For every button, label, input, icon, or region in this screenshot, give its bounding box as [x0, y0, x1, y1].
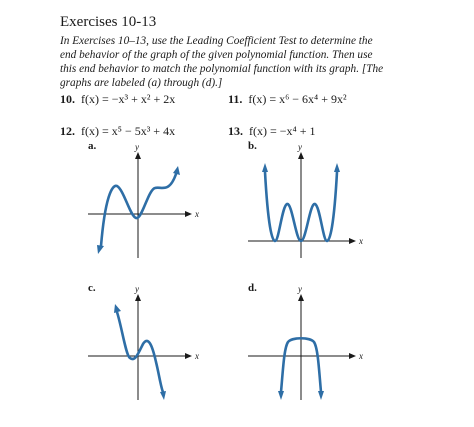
- exercise-12: [60, 124, 175, 139]
- exercise-10: [60, 92, 175, 107]
- curve: [117, 312, 163, 392]
- exercise-number: 13.: [228, 124, 243, 138]
- curve-arrow-up: [173, 166, 180, 175]
- y-axis-label: y: [135, 284, 139, 294]
- x-axis-label: x: [359, 351, 363, 361]
- x-axis-arrow: [349, 353, 356, 359]
- graph-b: [244, 142, 370, 264]
- y-axis-label: y: [135, 142, 139, 152]
- curve-arrow-left: [262, 163, 268, 172]
- exercise-number: 10.: [60, 92, 75, 106]
- exercise-number: 11.: [228, 92, 243, 106]
- y-axis-arrow: [135, 152, 141, 159]
- graph-c: [84, 284, 208, 406]
- exercise-function: f(x) = x⁶ − 6x⁴ + 9x²: [248, 92, 347, 106]
- curve-arrow-down: [97, 245, 104, 254]
- x-axis-arrow: [185, 211, 192, 217]
- exercise-13: [228, 124, 315, 139]
- x-axis-label: x: [359, 236, 363, 246]
- x-axis-label: x: [195, 209, 199, 219]
- exercise-function: f(x) = x⁵ − 5x³ + 4x: [81, 124, 176, 138]
- curve-arrow-left: [278, 391, 284, 400]
- curve-arrow-up: [114, 304, 121, 313]
- graph-d-label: d.: [248, 282, 257, 294]
- y-axis-arrow: [298, 294, 304, 301]
- y-axis-label: y: [298, 284, 302, 294]
- exercise-11: [228, 92, 347, 107]
- y-axis-arrow: [298, 152, 304, 159]
- graph-a-label: a.: [88, 140, 97, 152]
- page-title: Exercises 10-13: [60, 14, 157, 30]
- curve-arrow-right: [334, 163, 340, 172]
- x-axis-arrow: [349, 238, 356, 244]
- graph-a: [84, 142, 208, 264]
- curve-arrow-right: [318, 391, 324, 400]
- y-axis-label: y: [298, 142, 302, 152]
- exercise-number: 12.: [60, 124, 75, 138]
- graph-d: [244, 284, 370, 406]
- x-axis-arrow: [185, 353, 192, 359]
- exercise-function: f(x) = −x³ + x² + 2x: [81, 92, 176, 106]
- y-axis-arrow: [135, 294, 141, 301]
- graph-b-label: b.: [248, 140, 257, 152]
- x-axis-label: x: [195, 351, 199, 361]
- exercise-function: f(x) = −x⁴ + 1: [249, 124, 316, 138]
- curve-arrow-down: [160, 391, 166, 400]
- graph-c-label: c.: [88, 282, 96, 294]
- instructions-text: In Exercises 10–13, use the Leading Coefficient Test to determine the end behavior of the graph of the given polynomial function. Then use this end behavior to match the polynomial function with its graph. [The graphs are labeled (a) through (d).]: [60, 35, 384, 89]
